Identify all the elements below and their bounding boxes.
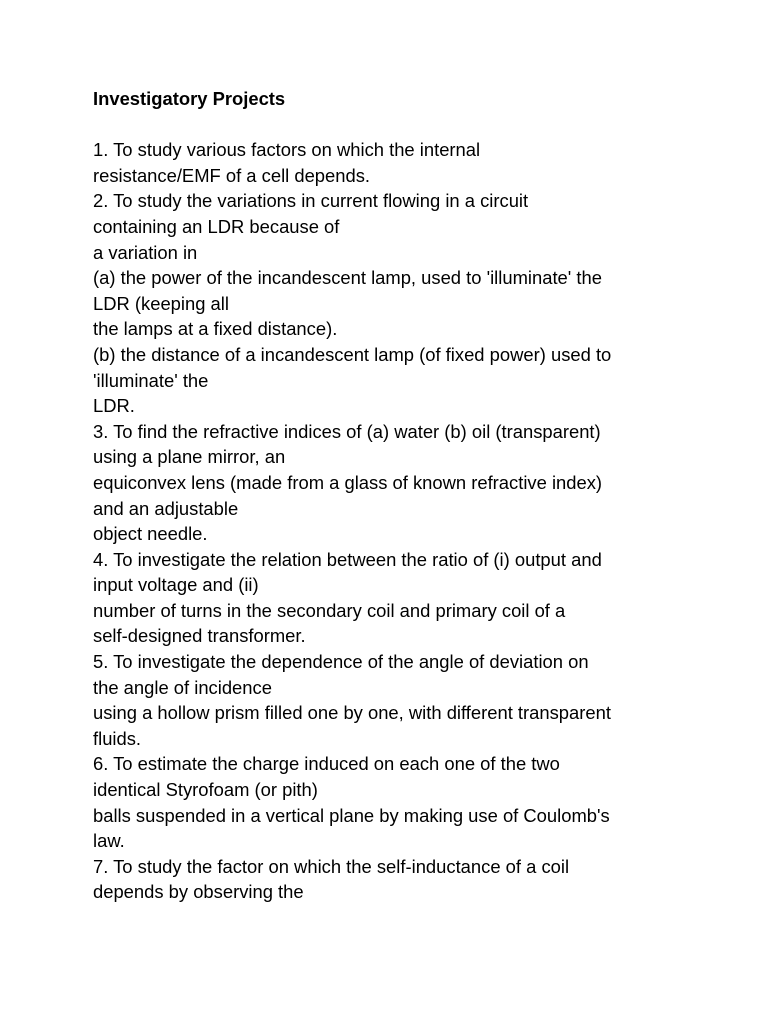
project-list bbox=[93, 137, 733, 905]
text-line: 6. To estimate the charge induced on each one of the two bbox=[93, 753, 560, 775]
text-line: and an adjustable bbox=[93, 497, 239, 519]
blank-line bbox=[93, 112, 733, 138]
text-line: using a plane mirror, an bbox=[93, 446, 286, 468]
text-line: 5. To investigate the dependence of the angle of deviation on bbox=[93, 651, 589, 673]
text-line: (a) the power of the incandescent lamp, used to 'illuminate' the bbox=[93, 267, 602, 289]
text-line: law. bbox=[93, 830, 125, 852]
text-line: 3. To find the refractive indices of (a) water (b) oil (transparent) bbox=[93, 420, 601, 442]
text-line: 2. To study the variations in current flowing in a circuit bbox=[93, 190, 529, 212]
text-line: input voltage and (ii) bbox=[93, 574, 259, 596]
text-line: (b) the distance of a incandescent lamp (of fixed power) used to bbox=[93, 343, 612, 365]
text-line: the angle of incidence bbox=[93, 676, 272, 698]
document-body bbox=[93, 86, 733, 905]
text-line: LDR (keeping all bbox=[93, 292, 229, 314]
text-line: 'illuminate' the bbox=[93, 369, 209, 391]
text-line: containing an LDR because of bbox=[93, 215, 340, 237]
text-line: identical Styrofoam (or pith) bbox=[93, 779, 318, 801]
text-line: number of turns in the secondary coil and primary coil of a bbox=[93, 599, 566, 621]
text-line: self-designed transformer. bbox=[93, 625, 306, 647]
text-line: depends by observing the bbox=[93, 881, 304, 903]
text-line: a variation in bbox=[93, 241, 198, 263]
text-line: LDR. bbox=[93, 395, 135, 417]
text-line: 4. To investigate the relation between the ratio of (i) output and bbox=[93, 548, 602, 570]
text-line: equiconvex lens (made from a glass of known refractive index) bbox=[93, 471, 603, 493]
text-line: fluids. bbox=[93, 727, 142, 749]
text-line: 1. To study various factors on which the internal bbox=[93, 139, 481, 161]
text-line: resistance/EMF of a cell depends. bbox=[93, 164, 371, 186]
document-title: Investigatory Projects bbox=[93, 88, 286, 109]
text-line: the lamps at a fixed distance). bbox=[93, 318, 338, 340]
text-line: object needle. bbox=[93, 523, 208, 545]
text-line: 7. To study the factor on which the self-inductance of a coil bbox=[93, 855, 570, 877]
text-line: using a hollow prism filled one by one, with different transparent bbox=[93, 702, 611, 724]
text-line: balls suspended in a vertical plane by making use of Coulomb's bbox=[93, 804, 610, 826]
